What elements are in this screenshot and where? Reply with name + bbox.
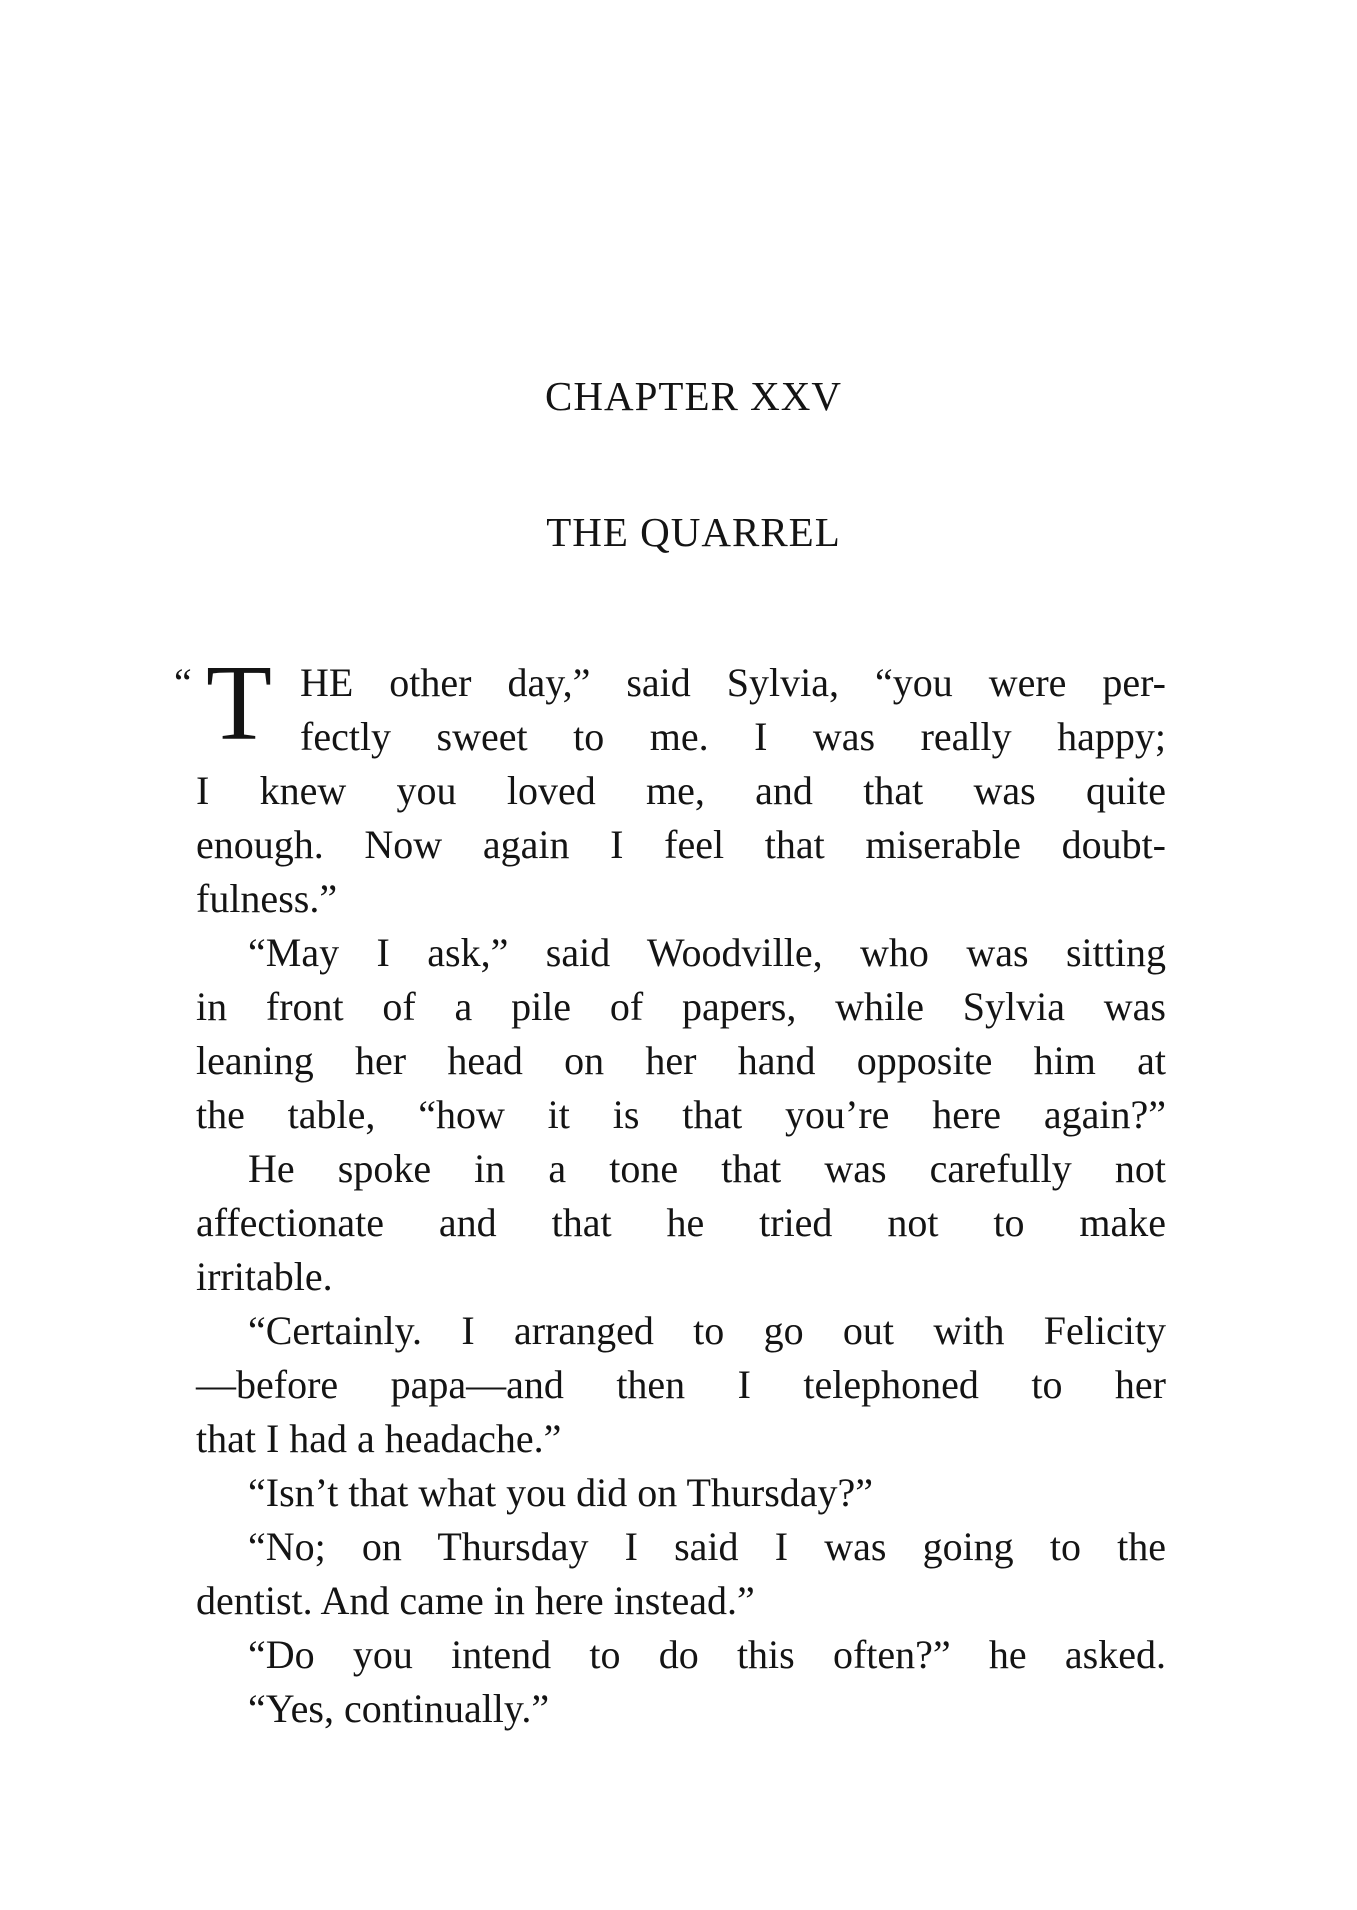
text-line: dentist. And came in here instead.”	[196, 1578, 755, 1623]
text-line: that I had a headache.”	[196, 1416, 562, 1461]
text-line: fulness.”	[196, 876, 338, 921]
text-line: He spoke in a tone that was carefully not	[248, 1146, 1166, 1191]
chapter-title: THE QUARREL	[546, 509, 841, 555]
text-line: irritable.	[196, 1254, 333, 1299]
first-line-text: HE other day,” said Sylvia, “you were per-	[300, 660, 1166, 705]
text-line: affectionate and that he tried not to make	[196, 1200, 1166, 1245]
text-line: “May I ask,” said Woodville, who was sitting	[248, 930, 1166, 975]
drop-cap: T	[206, 644, 272, 763]
text-line: “No; on Thursday I said I was going to the	[248, 1524, 1166, 1569]
opening-quote-mark: “	[174, 660, 192, 705]
text-line: “Isn’t that what you did on Thursday?”	[248, 1470, 874, 1515]
text-line: in front of a pile of papers, while Sylvia was	[196, 984, 1166, 1029]
text-line: fectly sweet to me. I was really happy;	[300, 714, 1166, 759]
text-line: “Certainly. I arranged to go out with Felicity	[248, 1308, 1166, 1353]
text-line: —before papa—and then I telephoned to her	[196, 1362, 1166, 1407]
text-line: leaning her head on her hand opposite him at	[196, 1038, 1166, 1083]
text-line: the table, “how it is that you’re here again?”	[196, 1092, 1166, 1137]
body-text	[174, 644, 1166, 1736]
text-line: “Do you intend to do this often?” he asked.	[248, 1632, 1166, 1677]
text-line: I knew you loved me, and that was quite	[196, 768, 1166, 813]
text-line: “Yes, continually.”	[248, 1686, 550, 1731]
chapter-number: CHAPTER XXV	[545, 373, 842, 419]
text-line: enough. Now again I feel that miserable doubt-	[196, 822, 1166, 867]
